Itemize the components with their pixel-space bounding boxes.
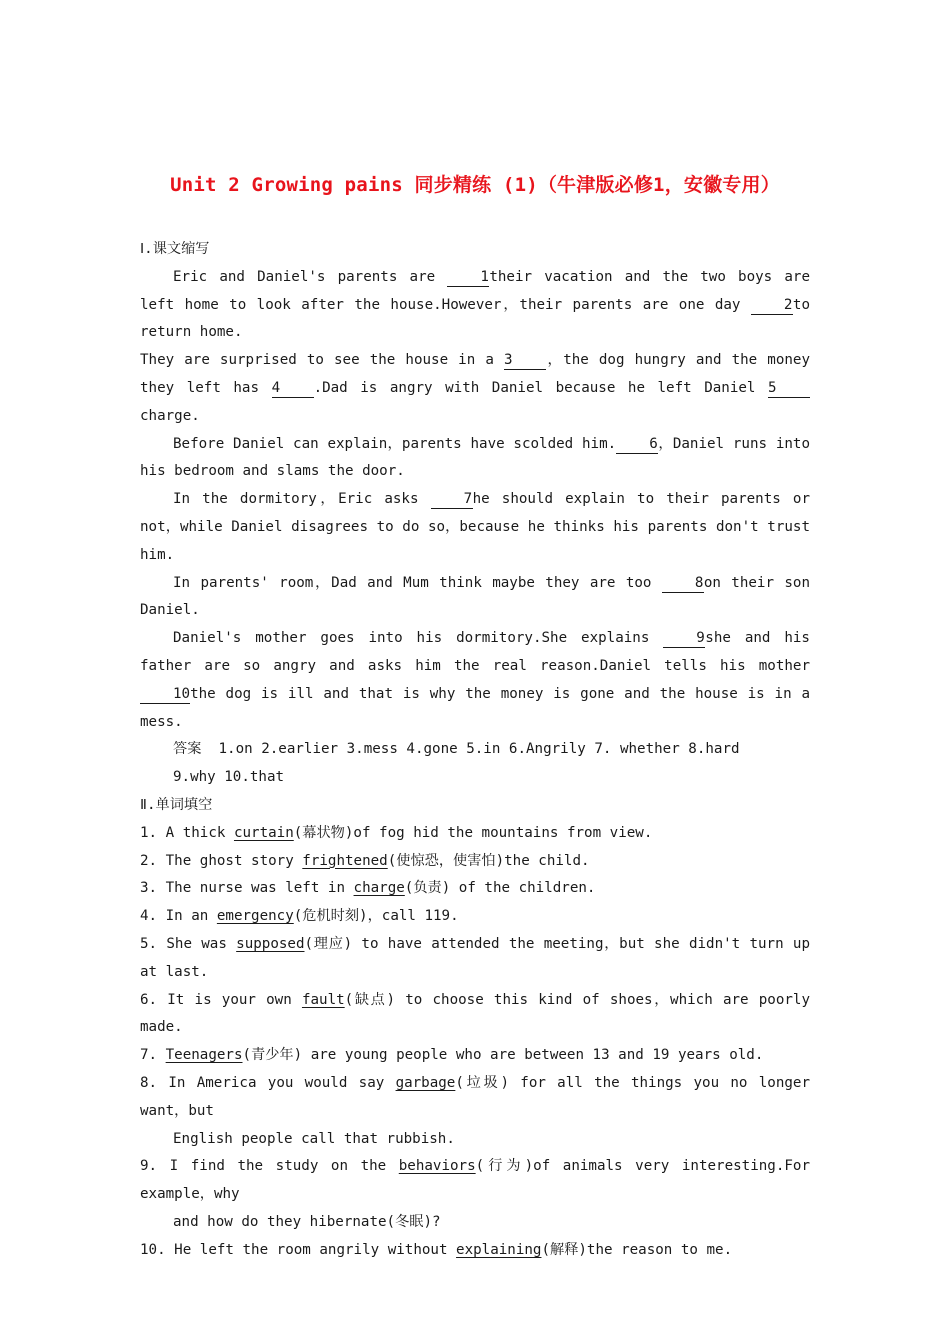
answer-word: explaining [456, 1241, 542, 1258]
answer-word: supposed [236, 935, 305, 952]
blank-1: 1 [447, 268, 489, 287]
text: (理应) to have attended the meeting，but she didn't turn up at last. [140, 935, 810, 980]
text: Before Daniel can explain，parents have scolded him. [173, 435, 617, 452]
text: 7. [140, 1047, 166, 1064]
blank-8: 8 [662, 574, 704, 593]
answer-key-line-2: 9.why 10.that [173, 769, 285, 786]
list-item [140, 987, 810, 1043]
answer-word: garbage [395, 1074, 456, 1091]
blank-10: 10 [140, 685, 190, 704]
answer-word: charge [353, 880, 405, 897]
answer-word: emergency [216, 908, 294, 925]
summary-paragraph-5 [140, 570, 810, 626]
blank-6: 6 [616, 435, 658, 454]
section-2-heading: Ⅱ.单词填空 [140, 796, 213, 813]
text: she and his father are so angry and asks him the real reason.Daniel tells his mother [140, 630, 810, 674]
text: to return home. [140, 296, 810, 341]
text: the dog is ill and that is why the money is gone and the house is in a mess. [140, 685, 810, 730]
text: (幕状物)of fog hid the mountains from view. [293, 824, 653, 841]
list-item-continuation: and how do they hibernate(冬眠)? [173, 1213, 441, 1230]
text: charge. [140, 407, 200, 424]
list-item-continuation: English people call that rubbish. [173, 1130, 455, 1147]
text: 4. In an [140, 908, 217, 925]
text: 1. A thick [140, 824, 234, 841]
list-item [140, 1070, 810, 1153]
text: 6. It is your own [140, 991, 302, 1008]
summary-paragraph-1 [140, 264, 810, 347]
text: (缺点) to choose this kind of shoes，which are poorly made. [140, 991, 810, 1036]
text: .Dad is angry with Daniel because he left Daniel [313, 379, 768, 396]
text: 2. The ghost story [140, 852, 303, 869]
answer-key-line-1: 1.on 2.earlier 3.mess 4.gone 5.in 6.Angrily 7. whether 8.hard [218, 741, 740, 758]
list-item [140, 1153, 810, 1236]
list-item [140, 931, 810, 987]
blank-5: 5 [768, 379, 810, 398]
text: In the dormitory，Eric asks [173, 491, 431, 508]
answer-word: Teenagers [165, 1047, 243, 1064]
summary-paragraph-4 [140, 486, 810, 569]
blank-3: 3 [504, 351, 546, 370]
word-fill-list [140, 820, 810, 1265]
answer-word: frightened [302, 852, 388, 869]
text: their vacation and the two boys are left home to look after the house.However，their parents are one day [140, 268, 810, 313]
list-item [140, 820, 810, 848]
text: 5. She was [140, 935, 237, 952]
text: 9. I find the study on the [140, 1158, 399, 1175]
text: (青少年) are young people who are between 13 and 19 years old. [242, 1047, 764, 1064]
list-item [140, 848, 810, 876]
answer-key [140, 736, 810, 792]
document-title: Unit 2 Growing pains 同步精练 (1)（牛津版必修1，安徽专用） [170, 174, 780, 196]
text: (行为)of animals very interesting.For example，why [140, 1158, 811, 1203]
blank-7: 7 [431, 490, 473, 509]
text: (垃圾) for all the things you no longer want，but [140, 1074, 810, 1119]
text: 8. In America you would say [140, 1074, 396, 1091]
blank-9: 9 [663, 629, 705, 648]
list-item [140, 1237, 810, 1265]
text: (使惊恐，使害怕)the child. [387, 852, 590, 869]
text: he should explain to their parents or not，while Daniel disagrees to do so，because he thinks his parents don't trust him. [140, 491, 810, 563]
text: Eric and Daniel's parents are [173, 268, 448, 285]
text: In parents' room，Dad and Mum think maybe they are too [173, 574, 662, 591]
summary-paragraph-6 [140, 625, 810, 736]
answer-word: behaviors [398, 1158, 476, 1175]
text: (解释)the reason to me. [541, 1241, 733, 1258]
list-item [140, 903, 810, 931]
text: 10. He left the room angrily without [140, 1241, 457, 1258]
document-body [140, 236, 810, 1264]
text: (负责) of the children. [404, 880, 596, 897]
text: ，Daniel runs into his bedroom and slams the door. [140, 435, 810, 480]
text: They are surprised to see the house in a [140, 352, 504, 369]
answer-word: fault [301, 991, 345, 1008]
text: ，the dog hungry and the money they left has [140, 352, 810, 396]
text: Daniel's mother goes into his dormitory.She explains [173, 630, 664, 647]
summary-paragraph-3 [140, 431, 810, 487]
text: 3. The nurse was left in [140, 880, 354, 897]
blank-2: 2 [751, 296, 793, 315]
section-1-heading: Ⅰ.课文缩写 [140, 241, 210, 257]
answer-key-label: 答案 [173, 741, 202, 758]
summary-paragraph-2 [140, 347, 810, 430]
answer-word: curtain [233, 824, 294, 841]
text: (危机时刻)，call 119. [293, 908, 459, 925]
text: on their son Daniel. [140, 574, 810, 619]
list-item [140, 875, 810, 903]
blank-4: 4 [272, 379, 314, 398]
list-item [140, 1042, 810, 1070]
